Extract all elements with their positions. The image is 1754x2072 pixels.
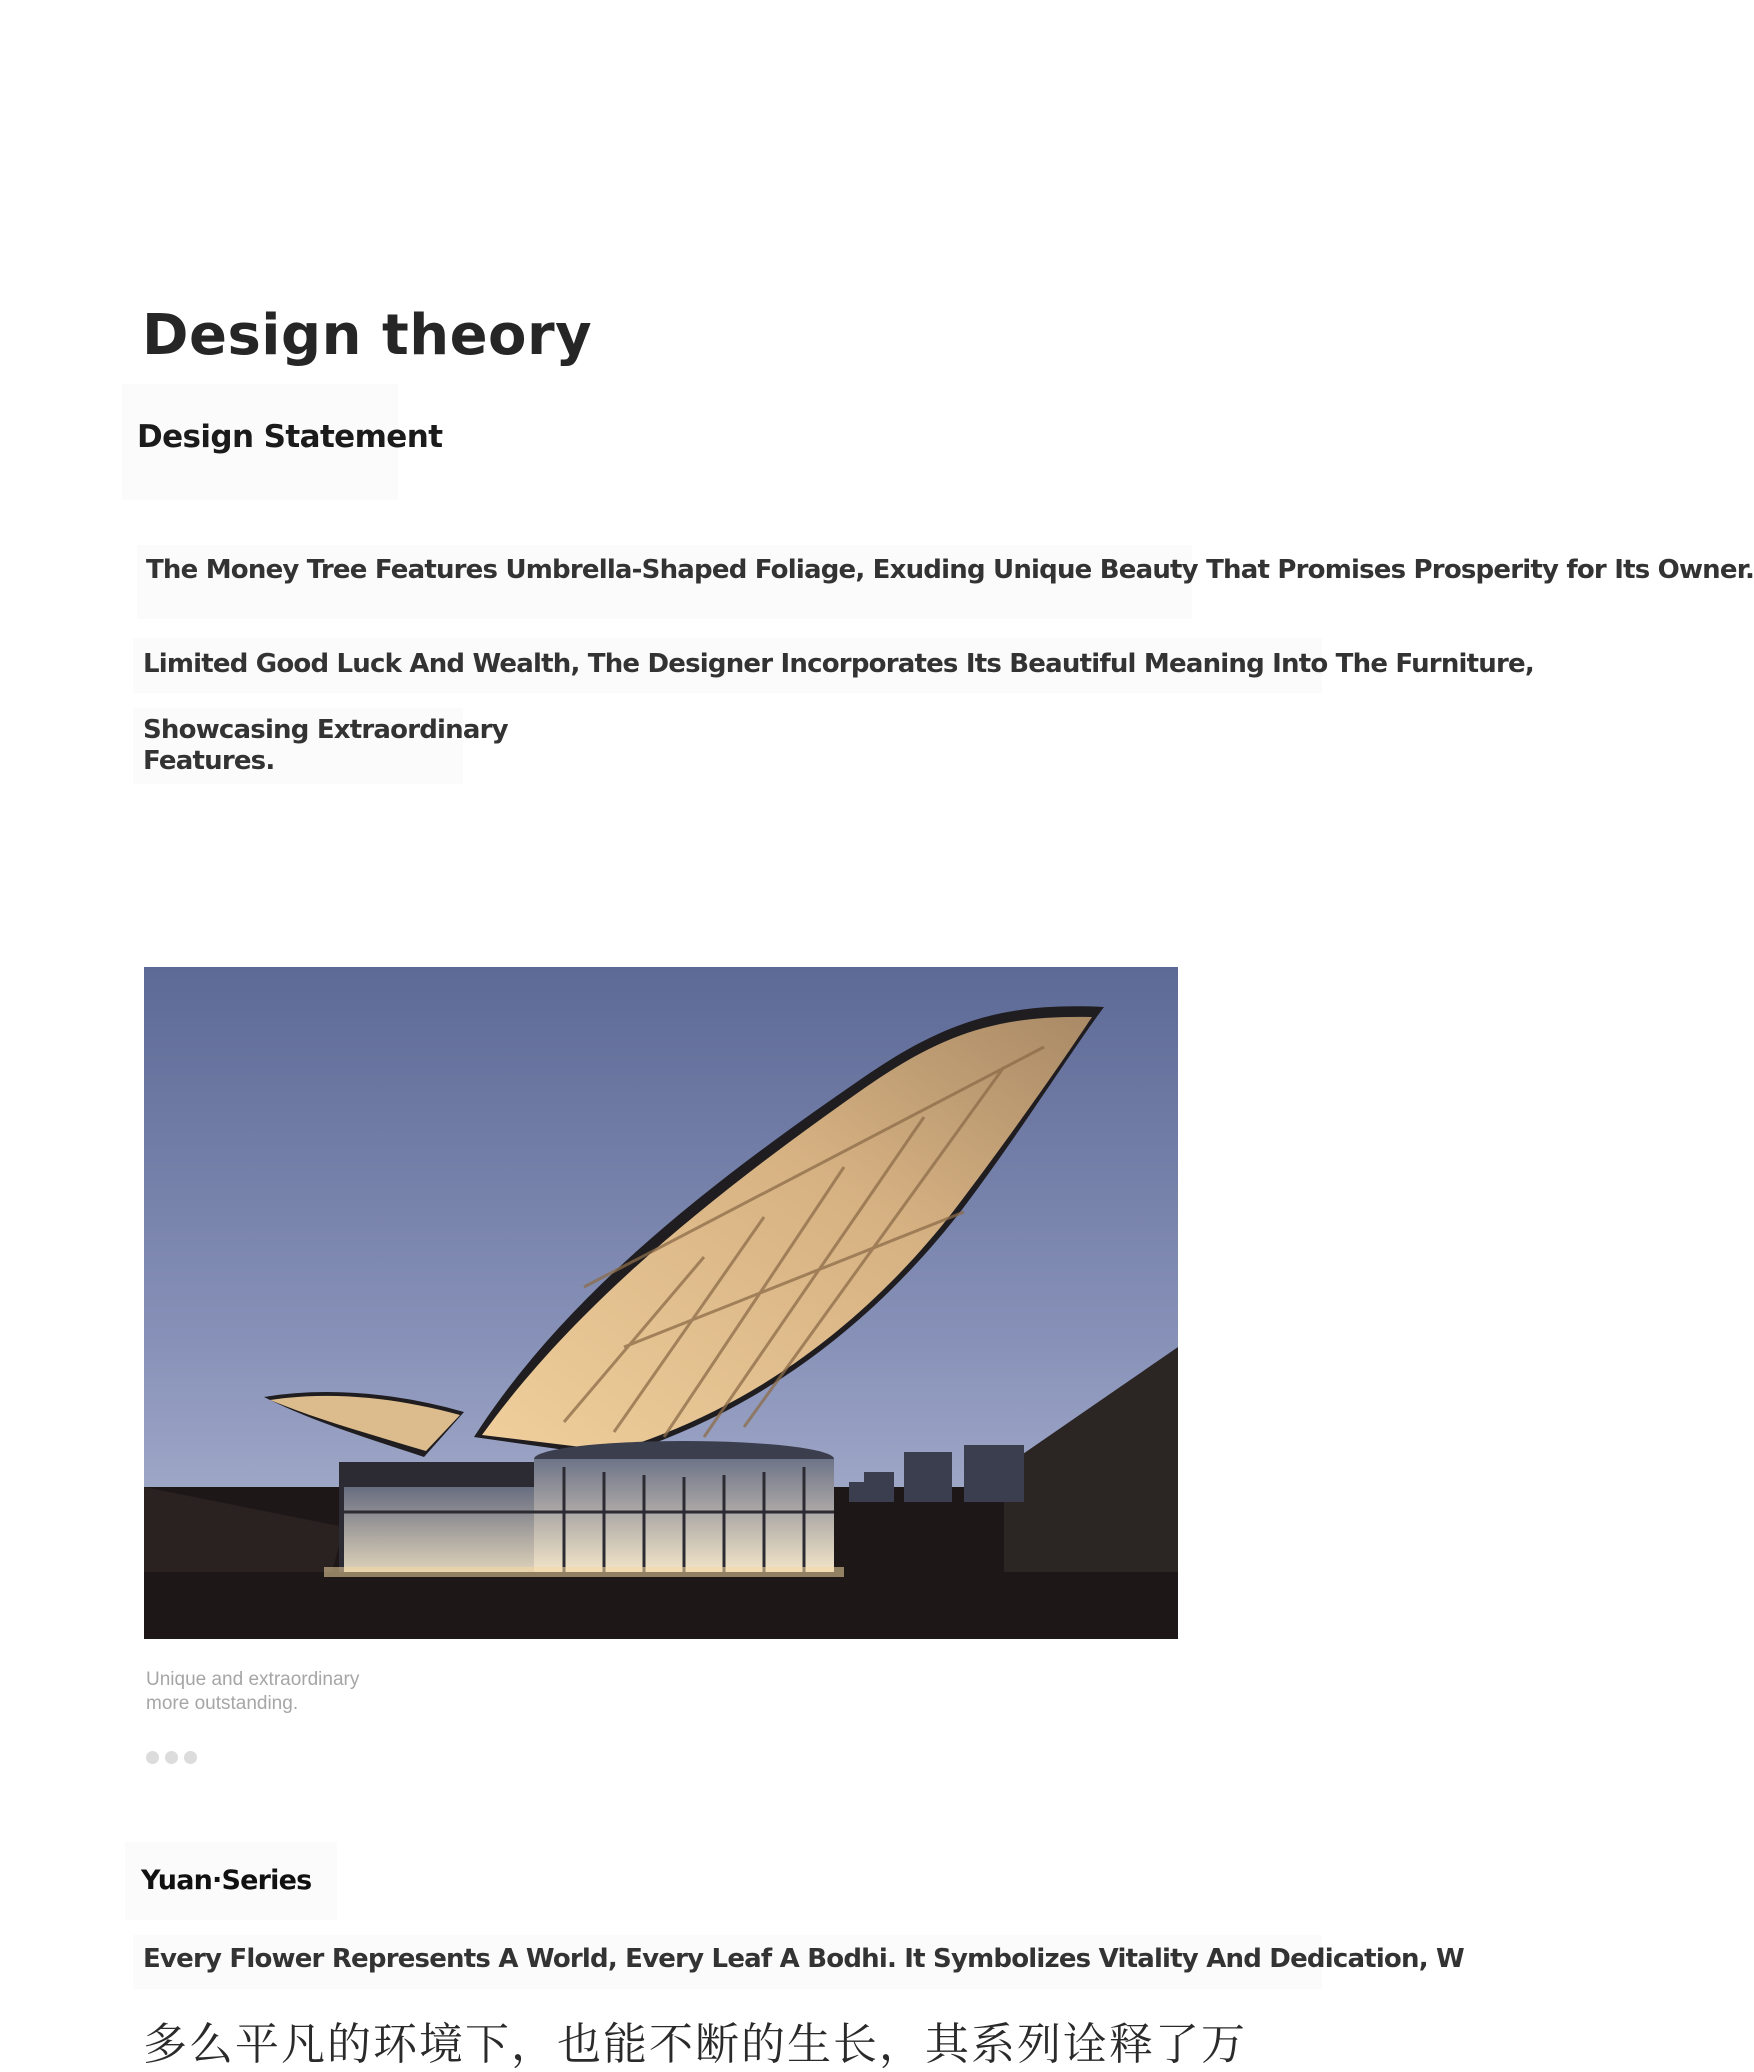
carousel-dots: [146, 1751, 197, 1764]
carousel-dot-3[interactable]: [184, 1751, 197, 1764]
page-title: Design theory: [142, 303, 593, 368]
section-subtitle: Design Statement: [137, 419, 443, 455]
photo-caption: Unique and extraordinary more outstanding.: [146, 1669, 360, 1714]
statement-paragraph-3: Showcasing Extraordinary Features.: [143, 715, 508, 776]
series-title: Yuan·Series: [141, 1865, 312, 1896]
carousel-dot-1[interactable]: [146, 1751, 159, 1764]
building-photo: [144, 967, 1178, 1639]
series-chinese-text: 多么平凡的环境下，也能不断的生长，其系列诠释了万: [143, 2019, 1247, 2070]
series-description: Every Flower Represents A World, Every Leaf A Bodhi. It Symbolizes Vitality And Dedication, W: [143, 1944, 1464, 1974]
carousel-dot-2[interactable]: [165, 1751, 178, 1764]
statement-paragraph-2: Limited Good Luck And Wealth, The Designer Incorporates Its Beautiful Meaning Into The Furniture,: [143, 649, 1534, 679]
statement-paragraph-1: The Money Tree Features Umbrella-Shaped Foliage, Exuding Unique Beauty That Promises Prosperity for Its Owner.: [146, 555, 1754, 585]
